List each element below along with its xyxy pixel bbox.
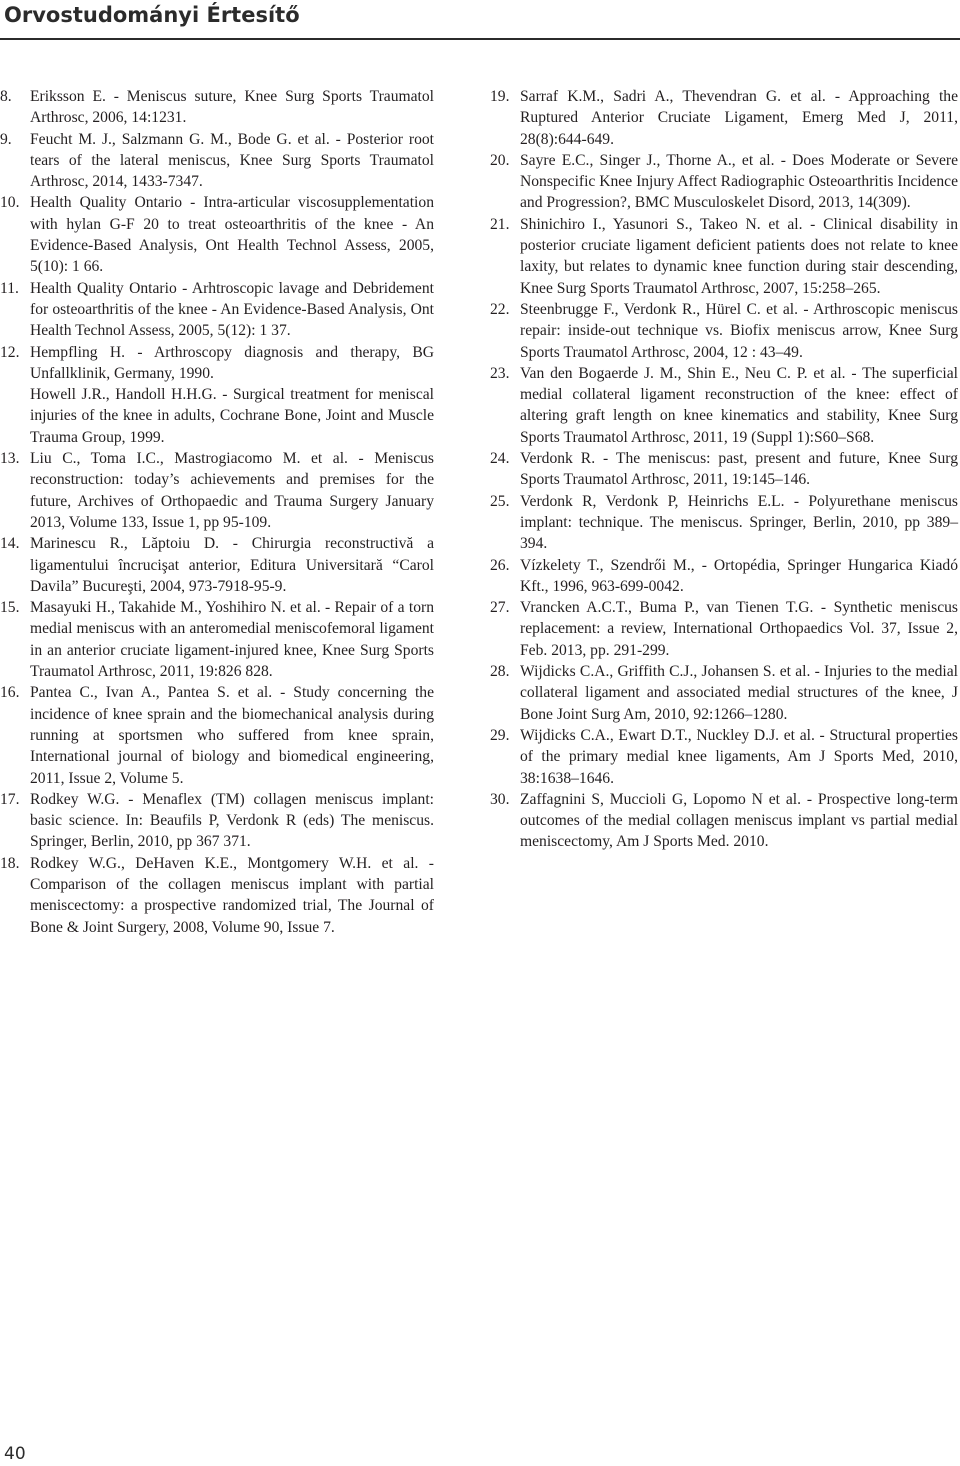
reference-number: 22. — [490, 300, 510, 318]
reference-item — [0, 278, 434, 342]
reference-number: 13. — [0, 450, 20, 468]
reference-number: 25. — [490, 492, 510, 510]
reference-item — [0, 384, 434, 448]
reference-number: 20. — [490, 151, 510, 169]
reference-item — [490, 448, 958, 491]
reference-text: Masayuki H., Takahide M., Yoshihiro N. et al. - Repair of a torn medial meniscus with an anteromedial meniscofemoral ligament in an anterior cruciate ligament-injured knee, Knee Surg Sports Traumatol Arthrosc, 2011, 19:826 828. — [30, 599, 434, 681]
reference-text: Verdonk R. - The meniscus: past, present and future, Knee Surg Sports Traumatol Arthrosc, 2011, 19:145–146. — [520, 450, 958, 489]
reference-text: Steenbrugge F., Verdonk R., Hürel C. et al. - Arthroscopic meniscus repair: inside-out technique vs. Biofix meniscus arrow, Knee Surg Sports Traumatol Arthrosc, 2004, 12 : 43–49. — [520, 300, 958, 361]
reference-item — [0, 682, 434, 788]
reference-item — [490, 363, 958, 448]
reference-number: 26. — [490, 556, 510, 574]
reference-text: Health Quality Ontario - Intra-articular viscosupplementation with hylan G-F 20 to treat osteoarthritis of the knee - An Evidence-Based Analysis, Ont Health Technol Assess, 2005, 5(10): 1 66. — [30, 194, 434, 276]
reference-number: 16. — [0, 684, 20, 702]
reference-item — [0, 129, 434, 193]
reference-number: 8. — [0, 88, 12, 105]
reference-text: Liu C., Toma I.C., Mastrogiacomo M. et al. - Meniscus reconstruction: today’s achievements and premises for the future, Archives of Orthopaedic and Trauma Surgery January 2013, Volume 133, Issue 1, pp 95-109. — [30, 450, 434, 531]
page-header — [0, 0, 960, 44]
reference-number: 29. — [490, 726, 510, 744]
reference-text: Wijdicks C.A., Griffith C.J., Johansen S. et al. - Injuries to the medial collateral ligament and associated medial structures of the knee, J Bone Joint Surg Am, 2010, 92:1266–1280. — [520, 663, 958, 723]
reference-item — [0, 192, 434, 277]
references-left-column — [0, 86, 434, 938]
reference-text: Feucht M. J., Salzmann G. M., Bode G. et al. - Posterior root tears of the lateral meniscus, Knee Surg Sports Traumatol Arthrosc, 2014, 1433-7347. — [30, 130, 434, 191]
reference-text: Sarraf K.M., Sadri A., Thevendran G. et al. - Approaching the Ruptured Anterior Cruciate Ligament, Emerg Med J, 2011, 28(8):644-649. — [520, 88, 958, 148]
reference-text: Vízkelety T., Szendrői M., - Ortopédia, Springer Hungarica Kiadó Kft., 1996, 963-699-0042. — [520, 556, 958, 595]
reference-text: Wijdicks C.A., Ewart D.T., Nuckley D.J. et al. - Structural properties of the primary medial knee ligaments, Am J Sports Med, 2010, 38:1638–1646. — [520, 726, 958, 787]
reference-number: 11. — [0, 279, 19, 297]
reference-number: 21. — [490, 215, 510, 233]
reference-text: Sayre E.C., Singer J., Thorne A., et al. - Does Moderate or Severe Nonspecific Knee Injury Affect Radiographic Osteoarthritis Incidence and Progression?, BMC Musculoskelet Disord, 2013, 14(309). — [520, 151, 958, 212]
reference-number: 14. — [0, 535, 20, 553]
journal-title: Orvostudományi Értesítő — [4, 3, 300, 27]
reference-number: 23. — [490, 364, 510, 382]
reference-text: Verdonk R, Verdonk P, Heinrichs E.L. - Polyurethane meniscus implant: technique. The meniscus. Springer, Berlin, 2010, pp 389–394. — [520, 492, 958, 553]
reference-number: 12. — [0, 343, 20, 361]
reference-text: Eriksson E. - Meniscus suture, Knee Surg Sports Traumatol Arthrosc, 2006, 14:1231. — [30, 88, 434, 127]
reference-item — [490, 150, 958, 214]
reference-number: 10. — [0, 194, 20, 212]
reference-text: Van den Bogaerde J. M., Shin E., Neu C. P. et al. - The superficial medial collateral ligament reconstruction of the knee: effect of altering graft length on knee kinematics and stability, Knee Surg Sports Traumatol Arthrosc, 2011, 19 (Suppl 1):S60–S68. — [520, 364, 958, 446]
reference-text: Shinichiro I., Yasunori S., Takeo N. et al. - Clinical disability in posterior cruciate ligament deficient patients does not relate to knee laxity, but relates to dynamic knee function during stair descending, Knee Surg Sports Traumatol Arthrosc, 2007, 15:258–265. — [520, 215, 958, 297]
page-number: 40 — [4, 1444, 26, 1464]
reference-text: Hempfling H. - Arthroscopy diagnosis and therapy, BG Unfallklinik, Germany, 1990. — [30, 343, 434, 382]
reference-text: Vrancken A.C.T., Buma P., van Tienen T.G. - Synthetic meniscus replacement: a review, International Orthopaedics Vol. 37, Issue 2, Feb. 2013, pp. 291-299. — [520, 599, 958, 659]
reference-text: Rodkey W.G., DeHaven K.E., Montgomery W.H. et al. - Comparison of the collagen meniscus implant with partial meniscectomy: a prospective randomized trial, The Journal of Bone & Joint Surgery, 2008, Volume 90, Issue 7. — [30, 854, 434, 936]
reference-item — [0, 789, 434, 853]
reference-item — [490, 555, 958, 598]
reference-item — [490, 299, 958, 363]
reference-number: 30. — [490, 790, 510, 808]
reference-item — [0, 342, 434, 385]
reference-number: 17. — [0, 790, 20, 808]
header-rule — [0, 38, 960, 40]
reference-item — [490, 491, 958, 555]
reference-item — [0, 853, 434, 938]
reference-item — [490, 597, 958, 661]
reference-number: 24. — [490, 450, 510, 468]
reference-text: Zaffagnini S, Muccioli G, Lopomo N et al. - Prospective long-term outcomes of the medial collagen meniscus implant vs partial medial meniscectomy, Am J Sports Med. 2010. — [520, 790, 958, 851]
reference-number: 27. — [490, 599, 510, 617]
reference-text: Howell J.R., Handoll H.H.G. - Surgical treatment for meniscal injuries of the knee in adults, Cochrane Bone, Joint and Muscle Trauma Group, 1999. — [30, 386, 434, 446]
reference-item — [490, 661, 958, 725]
reference-text: Health Quality Ontario - Arhtroscopic lavage and Debridement for osteoarthritis of the knee - An Evidence-Based Analysis, Ont Health Technol Assess, 2005, 5(12): 1 37. — [30, 279, 434, 340]
reference-item — [490, 214, 958, 299]
reference-number: 19. — [490, 88, 510, 105]
reference-item — [490, 86, 958, 150]
reference-text: Marinescu R., Lăptoiu D. - Chirurgia reconstructivă a ligamentului încrucişat anterior, Editura Universitară “Carol Davila” Bucureşti, 2004, 973-7918-95-9. — [30, 535, 434, 595]
reference-item — [0, 86, 434, 129]
reference-number: 18. — [0, 854, 20, 872]
reference-text: Rodkey W.G. - Menaflex (TM) collagen meniscus implant: basic science. In: Beaufils P, Verdonk R (eds) The meniscus. Springer, Berlin, 2010, pp 367 371. — [30, 790, 434, 851]
reference-text: Pantea C., Ivan A., Pantea S. et al. - Study concerning the incidence of knee sprain and the biomechanical analysis during running at sportsmen who suffered from knee sprain, International journal of biology and biomedical engineering, 2011, Issue 2, Volume 5. — [30, 684, 434, 787]
reference-item — [0, 448, 434, 533]
reference-number: 15. — [0, 599, 20, 617]
references-right-column — [490, 86, 958, 853]
reference-item — [490, 789, 958, 853]
reference-number: 28. — [490, 663, 510, 681]
reference-number: 9. — [0, 130, 12, 148]
reference-item — [0, 533, 434, 597]
reference-item — [0, 597, 434, 682]
reference-item — [490, 725, 958, 789]
